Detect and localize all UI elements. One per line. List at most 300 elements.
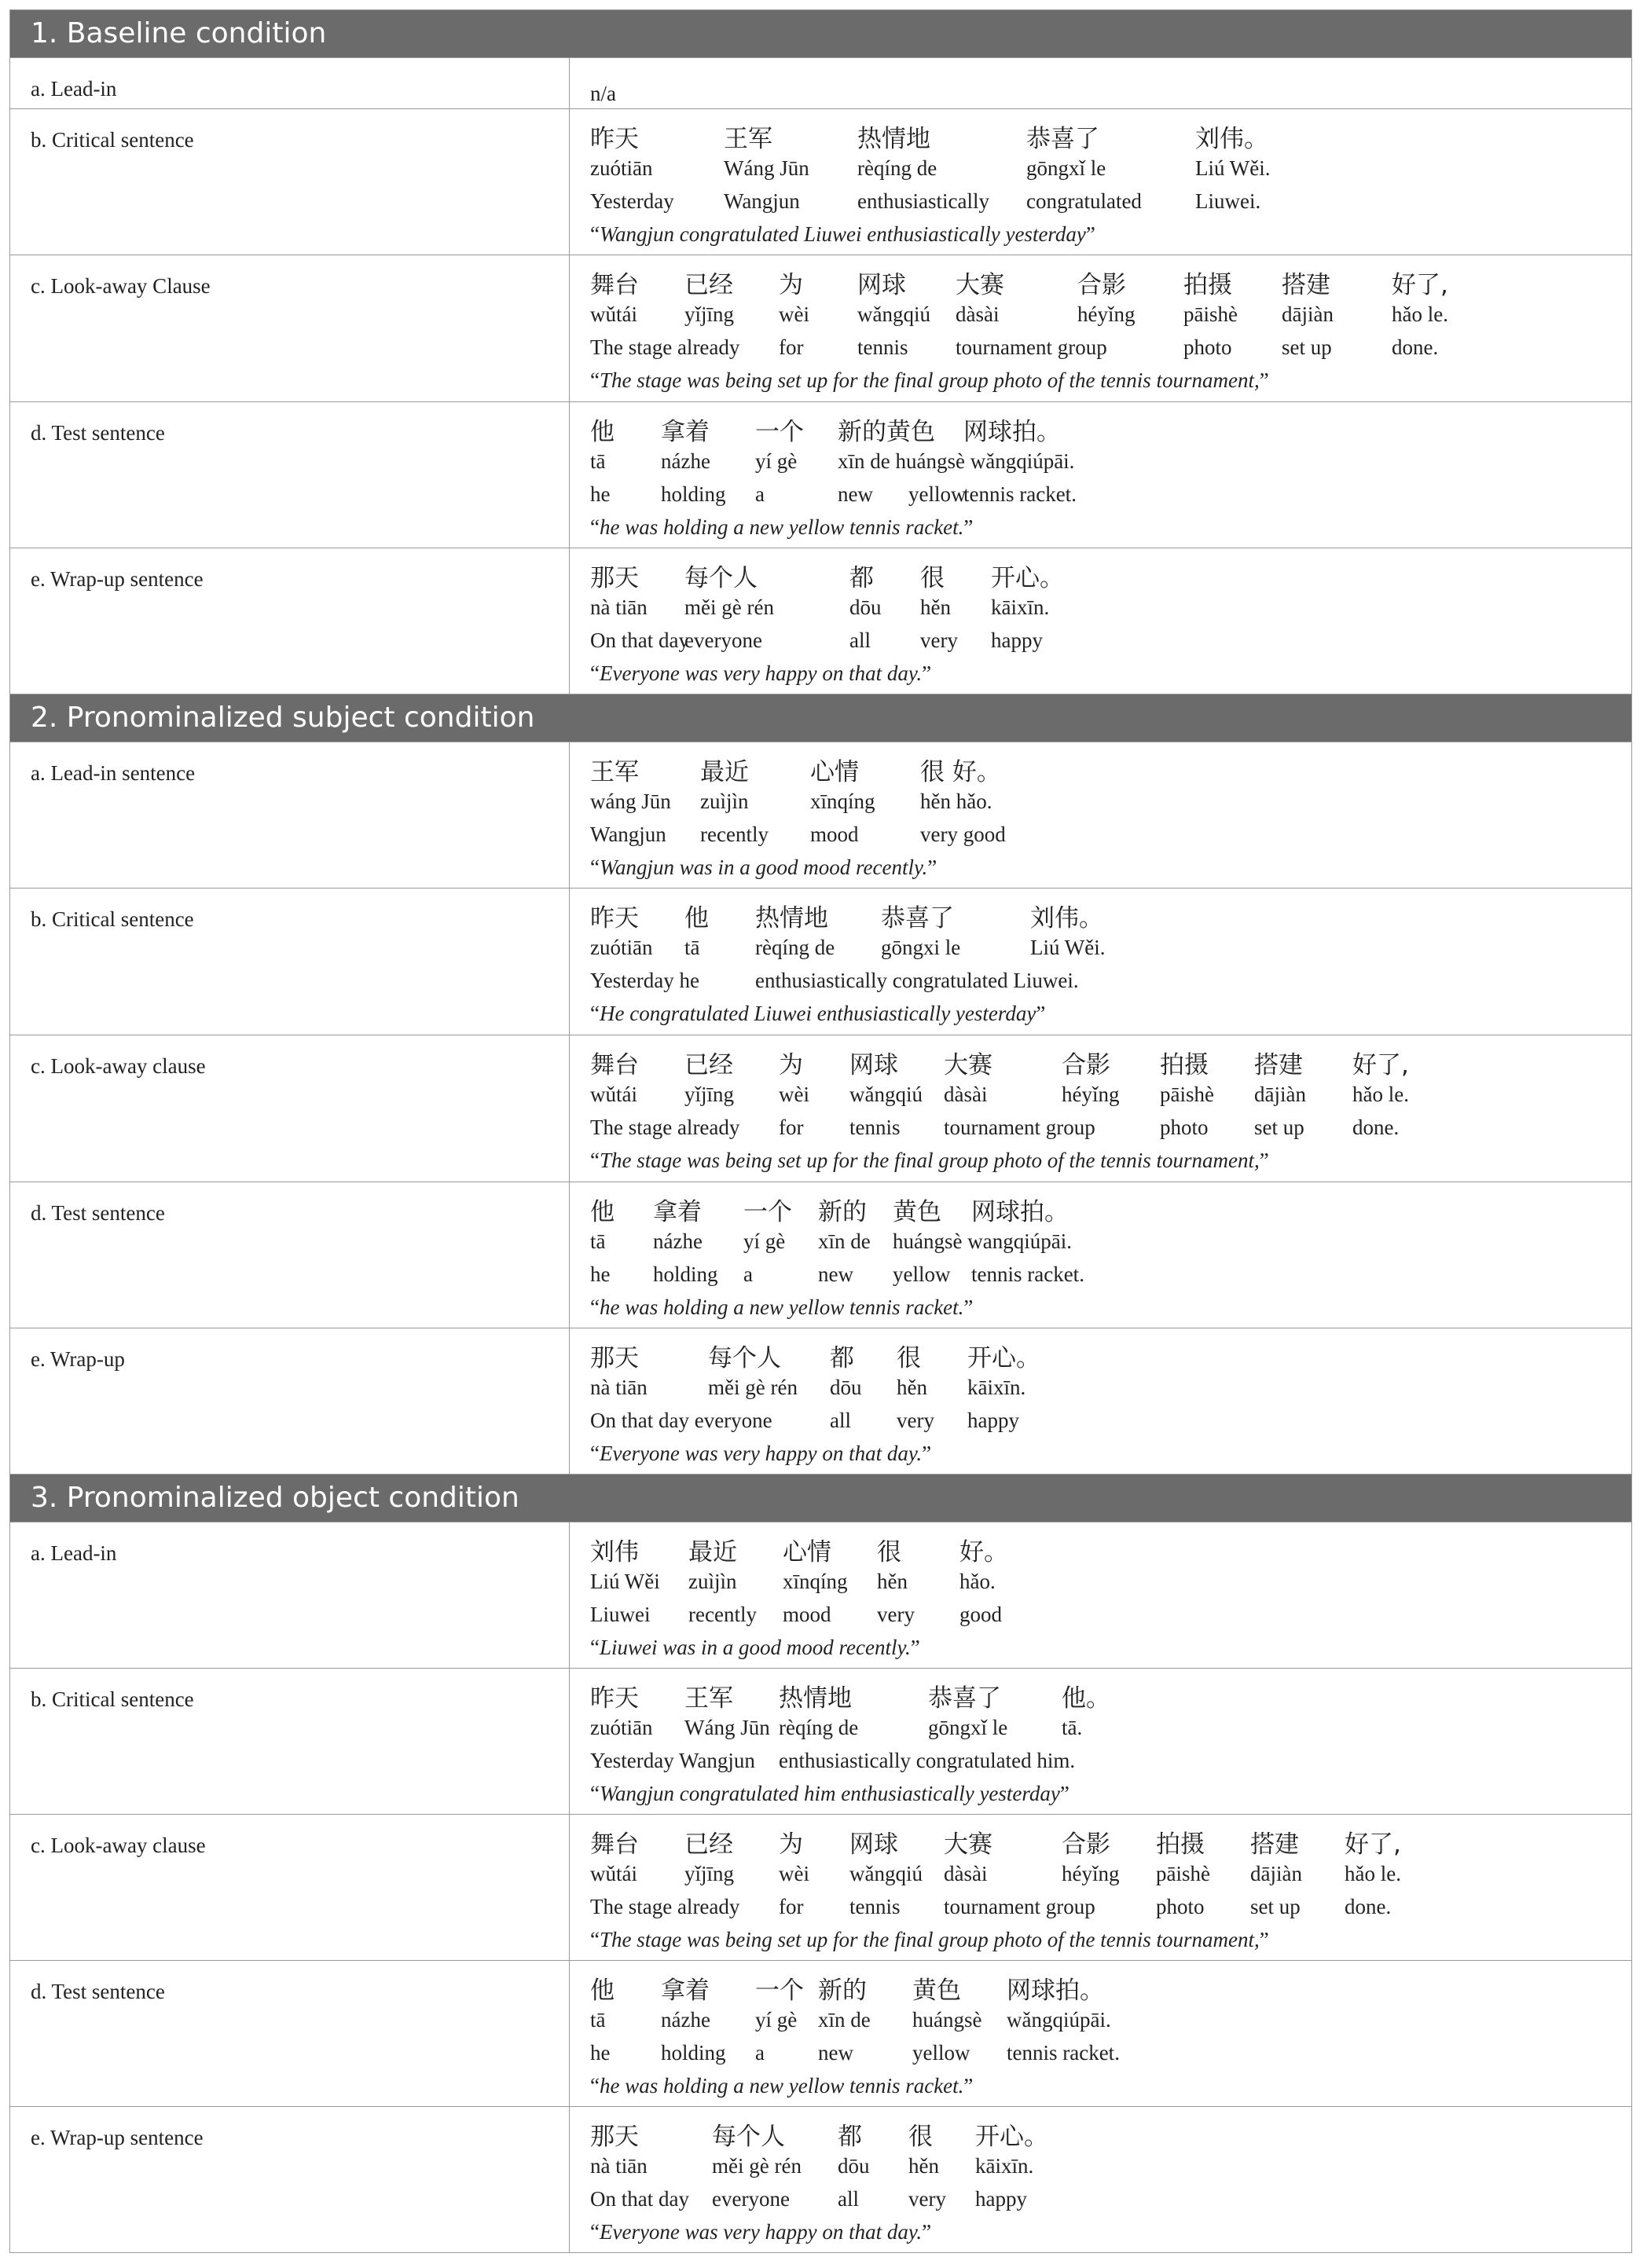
table-row [10,1328,1631,1475]
chinese-line [590,409,1631,445]
chinese-token: 网球 [849,1051,898,1079]
chinese-token: 热情地 [755,904,828,932]
gloss-token: new [818,1262,853,1286]
table-row [10,109,1631,255]
chinese-token: 黄色 [912,1977,961,2005]
row-label: b. Critical sentence [10,109,570,255]
translation-text: The stage was being set up for the final group photo of the tennis tournament, [599,368,1260,392]
gloss-token: happy [967,1409,1019,1432]
row-label: a. Lead-in [10,58,570,108]
pinyin-line [590,298,1631,331]
pinyin-token: tā. [1062,1716,1083,1739]
pinyin-line [590,1565,1631,1598]
gloss-token: good [959,1603,1002,1626]
translation-text: The stage was being set up for the final group photo of the tennis tournament, [599,1149,1260,1172]
gloss-token: a [755,2041,765,2065]
table-row [10,255,1631,402]
gloss-token: Yesterday Wangjun [590,1749,755,1772]
gloss-line [590,1404,1631,1437]
pinyin-token: pāishè [1160,1083,1214,1106]
chinese-token: 好了, [1392,271,1448,299]
gloss-token: a [755,482,765,506]
example-cell [570,2107,1631,2252]
pinyin-line [590,591,1631,624]
translation-text: he was holding a new yellow tennis racket. [599,1295,964,1319]
pinyin-token: dōu [849,595,882,619]
gloss-token: very [920,628,958,652]
gloss-token: very good [920,823,1006,846]
pinyin-token: wèi [779,1862,809,1885]
pinyin-line [590,2003,1631,2036]
gloss-token: very [908,2187,946,2211]
row-label: c. Look-away clause [10,1815,570,1960]
pinyin-token: kāixīn. [991,595,1050,619]
gloss-line [590,2182,1631,2215]
chinese-token: 他。 [1062,1684,1110,1713]
chinese-token: 恭喜了 [881,904,954,932]
chinese-token: 王军 [724,125,772,153]
gloss-token: holding [661,2041,726,2065]
table-row [10,1669,1631,1815]
gloss-line [590,2036,1631,2069]
translation-text: Wangjun congratulated Liuwei enthusiastically yesterday [599,222,1086,246]
pinyin-token: hǎo le. [1352,1083,1409,1106]
chinese-token: 那天 [590,1344,639,1372]
translation-text: Wangjun congratulated him enthusiastically yesterday [599,1782,1060,1805]
chinese-token: 每个人 [708,1344,781,1372]
pinyin-token: wǎngqiú [849,1083,923,1106]
translation-text: Wangjun was in a good mood recently. [599,856,928,879]
gloss-token: On that day [590,2187,689,2211]
gloss-token: On that day everyone [590,1409,772,1432]
example-cell [570,1522,1631,1668]
chinese-token: 恭喜了 [928,1684,1001,1713]
chinese-token: 一个 [755,418,804,446]
chinese-line [590,2113,1631,2149]
translation-text: Liuwei was in a good mood recently. [599,1636,911,1659]
pinyin-token: měi gè rén [684,595,774,619]
gloss-token: tournament group [944,1116,1095,1139]
chinese-token: 大赛 [956,271,1004,299]
chinese-token: 已经 [684,1051,733,1079]
chinese-token: 为 [779,1830,803,1859]
chinese-token: 每个人 [684,564,758,592]
gloss-line [590,1111,1631,1144]
gloss-token: new [818,2041,853,2065]
pinyin-token: dàsài [956,302,1000,326]
pinyin-line [590,152,1631,185]
row-label: c. Look-away Clause [10,255,570,401]
chinese-token: 黄色 [893,1198,941,1226]
gloss-token: he [590,482,611,506]
example-cell [570,1961,1631,2106]
gloss-token: On that day [590,628,689,652]
example-cell [570,1669,1631,1814]
pinyin-token: nà tiān [590,1376,648,1399]
chinese-token: 开心。 [967,1344,1040,1372]
gloss-line [590,478,1631,511]
pinyin-token: názhe [653,1229,703,1253]
gloss-token: set up [1254,1116,1304,1139]
example-cell [570,1182,1631,1328]
pinyin-token: tā [590,2008,606,2032]
chinese-line [590,555,1631,591]
gloss-token: a [743,1262,753,1286]
chinese-line [590,749,1631,785]
pinyin-token: gōngxǐ le [928,1716,1008,1739]
translation-text: Everyone was very happy on that day. [599,661,923,685]
row-label: a. Lead-in sentence [10,742,570,888]
gloss-token: for [779,1116,804,1139]
gloss-token: done. [1345,1895,1392,1918]
gloss-token: for [779,1895,804,1918]
pinyin-token: hěn hǎo. [920,790,992,813]
chinese-token: 拿着 [661,1977,710,2005]
pinyin-token: názhe [661,2008,710,2032]
gloss-token: yellow [912,2041,970,2065]
chinese-token: 搭建 [1250,1830,1299,1859]
chinese-token: 昨天 [590,904,639,932]
translation-text: Everyone was very happy on that day. [599,1442,923,1465]
gloss-token: photo [1156,1895,1205,1918]
gloss-token: he [590,1262,611,1286]
pinyin-token: hěn [908,2154,939,2178]
gloss-line [590,1258,1631,1291]
gloss-token: all [838,2187,859,2211]
gloss-line [590,331,1631,364]
example-cell [570,1035,1631,1182]
example-cell [570,742,1631,888]
chinese-line [590,1335,1631,1371]
chinese-token: 最近 [688,1538,737,1566]
gloss-token: very [897,1409,934,1432]
row-label: d. Test sentence [10,1182,570,1328]
chinese-token: 刘伟。 [1195,125,1268,153]
gloss-line [590,818,1631,851]
chinese-token: 新的黄色 [838,418,935,446]
gloss-token: everyone [712,2187,790,2211]
table-row [10,1522,1631,1669]
pinyin-token: xīn de [818,2008,871,2032]
section-header: 2. Pronominalized subject condition [10,694,1631,742]
pinyin-token: huángsè [912,2008,982,2032]
pinyin-token: xīn de [818,1229,871,1253]
pinyin-token: Liú Wěi [590,1570,660,1593]
chinese-token: 网球拍。 [971,1198,1069,1226]
gloss-token: mood [783,1603,831,1626]
example-cell [570,109,1631,255]
pinyin-token: hǎo le. [1392,302,1448,326]
gloss-token: very [877,1603,915,1626]
pinyin-line [590,1225,1631,1258]
pinyin-line [590,2149,1631,2182]
gloss-token: holding [653,1262,718,1286]
pinyin-token: tā [590,449,606,473]
pinyin-line [590,931,1631,964]
pinyin-token: Wáng Jūn [684,1716,770,1739]
gloss-token: photo [1160,1116,1209,1139]
translation: “Everyone was very happy on that day.” [590,1442,932,1465]
pinyin-token: pāishè [1156,1862,1210,1885]
gloss-token: done. [1392,335,1439,359]
table-row [10,548,1631,694]
gloss-line [590,624,1631,657]
pinyin-token: dōu [838,2154,870,2178]
chinese-token: 昨天 [590,1684,639,1713]
gloss-token: Wangjun [590,823,666,846]
chinese-token: 很 [908,2123,933,2151]
example-cell [570,402,1631,548]
translation: “He congratulated Liuwei enthusiastically yesterday” [590,1002,1046,1025]
chinese-line [590,1821,1631,1857]
gloss-token: tournament group [944,1895,1095,1918]
chinese-token: 网球拍。 [1007,1977,1104,2005]
gloss-token: The stage already [590,1116,740,1139]
pinyin-token: wǔtái [590,1862,637,1885]
pinyin-token: dājiàn [1282,302,1334,326]
example-cell [570,255,1631,401]
gloss-token: Yesterday [590,189,674,213]
pinyin-token: hěn [920,595,951,619]
chinese-token: 舞台 [590,1830,639,1859]
chinese-token: 拿着 [661,418,710,446]
gloss-token: recently [700,823,769,846]
gloss-token: enthusiastically [857,189,989,213]
pinyin-token: xīn de huángsè wǎngqiúpāi. [838,449,1075,473]
pinyin-token: huángsè wangqiúpāi. [893,1229,1072,1253]
table-row [10,889,1631,1035]
pinyin-token: gōngxi le [881,936,961,959]
pinyin-token: rèqíng de [857,156,937,180]
pinyin-line [590,1078,1631,1111]
gloss-token: The stage already [590,335,740,359]
pinyin-token: gōngxǐ le [1026,156,1106,180]
translation: “he was holding a new yellow tennis racket.” [590,2074,974,2098]
chinese-token: 心情 [783,1538,831,1566]
gloss-token: everyone [684,628,762,652]
example-cell [570,58,1631,108]
gloss-token: tennis racket. [971,1262,1084,1286]
translation: “he was holding a new yellow tennis racket.” [590,1295,974,1319]
pinyin-line [590,785,1631,818]
pinyin-token: rèqíng de [779,1716,859,1739]
pinyin-token: měi gè rén [708,1376,798,1399]
gloss-token: mood [810,823,859,846]
example-cell [570,548,1631,694]
chinese-token: 已经 [684,271,733,299]
pinyin-token: dājiàn [1250,1862,1302,1885]
gloss-token: he [590,2041,611,2065]
chinese-token: 都 [849,564,874,592]
translation-text: Everyone was very happy on that day. [599,2220,923,2244]
gloss-token: set up [1282,335,1332,359]
chinese-token: 那天 [590,2123,639,2151]
gloss-token: tennis [849,1116,901,1139]
chinese-token: 好了, [1345,1830,1401,1859]
chinese-token: 王军 [590,758,639,786]
chinese-token: 拍摄 [1156,1830,1205,1859]
chinese-token: 合影 [1062,1830,1110,1859]
section-header: 1. Baseline condition [10,10,1631,58]
pinyin-token: zuìjìn [700,790,749,813]
translation: “he was holding a new yellow tennis racket.” [590,515,974,539]
pinyin-token: xīnqíng [783,1570,848,1593]
chinese-token: 他 [590,1977,615,2005]
pinyin-token: wǔtái [590,302,637,326]
example-cell [570,889,1631,1035]
pinyin-token: hěn [877,1570,908,1593]
chinese-line [590,1189,1631,1225]
chinese-line [590,1529,1631,1565]
chinese-line [590,115,1631,152]
gloss-token: for [779,335,804,359]
gloss-token: Liuwei. [1195,189,1261,213]
chinese-token: 一个 [755,1977,804,2005]
chinese-token: 拍摄 [1160,1051,1209,1079]
chinese-token: 网球 [857,271,906,299]
chinese-token: 他 [590,1198,615,1226]
pinyin-token: dàsài [944,1862,988,1885]
row-label: e. Wrap-up sentence [10,548,570,694]
chinese-token: 开心。 [975,2123,1048,2151]
pinyin-token: zuótiān [590,1716,653,1739]
chinese-token: 新的 [818,1198,867,1226]
row-label: b. Critical sentence [10,1669,570,1814]
chinese-token: 心情 [810,758,859,786]
pinyin-token: nà tiān [590,2154,648,2178]
pinyin-token: hǎo le. [1345,1862,1401,1885]
pinyin-token: zuótiān [590,936,653,959]
gloss-token: photo [1183,335,1232,359]
pinyin-token: názhe [661,449,710,473]
gloss-line [590,1598,1631,1631]
gloss-token: congratulated [1026,189,1142,213]
pinyin-token: héyǐng [1077,302,1136,326]
chinese-token: 每个人 [712,2123,785,2151]
pinyin-token: rèqíng de [755,936,835,959]
pinyin-token: wǎngqiú [849,1862,923,1885]
gloss-line [590,185,1631,218]
table-row [10,1815,1631,1961]
chinese-token: 昨天 [590,125,639,153]
table-row [10,742,1631,889]
chinese-token: 拍摄 [1183,271,1232,299]
pinyin-token: nà tiān [590,595,648,619]
chinese-token: 很 [897,1344,921,1372]
example-cell [570,1328,1631,1474]
gloss-token: tournament group [956,335,1107,359]
chinese-token: 大赛 [944,1830,992,1859]
row-label: e. Wrap-up sentence [10,2107,570,2252]
row-label: e. Wrap-up [10,1328,570,1474]
translation: “Wangjun was in a good mood recently.” [590,856,937,879]
gloss-token: new [838,482,873,506]
pinyin-token: zuótiān [590,156,653,180]
gloss-token: yellow [908,482,967,506]
pinyin-token: dàsài [944,1083,988,1106]
pinyin-token: yǐjīng [684,1083,735,1106]
pinyin-token: héyǐng [1062,1862,1120,1885]
pinyin-line [590,1371,1631,1404]
pinyin-token: dājiàn [1254,1083,1306,1106]
example-cell [570,1815,1631,1960]
gloss-token: set up [1250,1895,1301,1918]
translation: “Wangjun congratulated him enthusiastically yesterday” [590,1782,1069,1805]
gloss-token: tennis racket. [963,482,1077,506]
chinese-token: 都 [838,2123,862,2151]
gloss-token: tennis [849,1895,901,1918]
chinese-token: 网球拍。 [963,418,1061,446]
gloss-token: Wangjun [724,189,800,213]
pinyin-token: yí gè [743,1229,786,1253]
chinese-token: 好。 [959,1538,1008,1566]
examples-table [9,9,1632,2253]
gloss-token: recently [688,1603,757,1626]
pinyin-token: hǎo. [959,1570,996,1593]
gloss-token: enthusiastically congratulated Liuwei. [755,969,1079,992]
chinese-line [590,262,1631,298]
chinese-line [590,1967,1631,2003]
translation: “Liuwei was in a good mood recently.” [590,1636,920,1659]
chinese-token: 拿着 [653,1198,702,1226]
row-label: a. Lead-in [10,1522,570,1668]
pinyin-token: wǔtái [590,1083,637,1106]
table-row [10,1035,1631,1182]
chinese-line [590,895,1631,931]
chinese-token: 他 [684,904,709,932]
chinese-token: 都 [830,1344,854,1372]
table-row [10,58,1631,109]
pinyin-token: xīnqíng [810,790,875,813]
translation-text: he was holding a new yellow tennis racket. [599,2074,964,2098]
chinese-token: 很 [877,1538,901,1566]
pinyin-token: wǎngqiú [857,302,930,326]
pinyin-token: wèi [779,1083,809,1106]
gloss-token: all [830,1409,851,1432]
gloss-token: done. [1352,1116,1400,1139]
chinese-token: 最近 [700,758,749,786]
pinyin-token: měi gè rén [712,2154,802,2178]
pinyin-token: wǎngqiúpāi. [1007,2008,1111,2032]
translation-text: He congratulated Liuwei enthusiastically yesterday [599,1002,1036,1025]
gloss-line [590,964,1631,997]
pinyin-token: tā [590,1229,606,1253]
pinyin-token: yǐjīng [684,1862,735,1885]
table-row [10,1182,1631,1328]
gloss-token: enthusiastically congratulated him. [779,1749,1076,1772]
gloss-token: happy [975,2187,1027,2211]
pinyin-token: héyǐng [1062,1083,1120,1106]
gloss-line [590,1890,1631,1923]
table-row [10,2107,1631,2252]
chinese-token: 大赛 [944,1051,992,1079]
chinese-token: 刘伟 [590,1538,639,1566]
row-label: b. Critical sentence [10,889,570,1035]
pinyin-token: tā [684,936,700,959]
chinese-token: 已经 [684,1830,733,1859]
gloss-token: tennis racket. [1007,2041,1120,2065]
translation-text: he was holding a new yellow tennis racket. [599,515,964,539]
chinese-token: 王军 [684,1684,733,1713]
chinese-token: 那天 [590,564,639,592]
gloss-token: Liuwei [590,1603,651,1626]
not-applicable-text: n/a [590,82,616,105]
chinese-token: 为 [779,1051,803,1079]
chinese-token: 新的 [818,1977,867,2005]
chinese-token: 他 [590,418,615,446]
chinese-line [590,1675,1631,1711]
table-row [10,402,1631,548]
